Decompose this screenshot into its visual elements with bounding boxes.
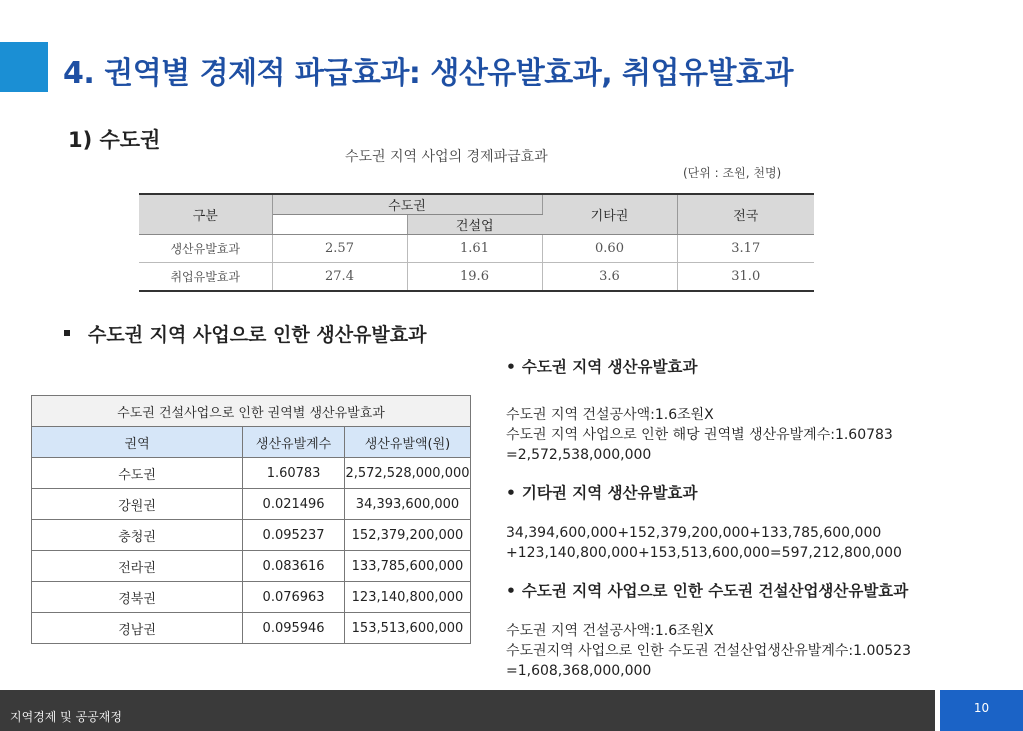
- header-category: 구분: [139, 194, 272, 235]
- table-cell: 2,572,528,000,000: [344, 458, 470, 489]
- section-title: 1) 수도권: [68, 128, 161, 152]
- explanation-line: 수도권 지역 사업으로 인한 해당 권역별 생산유발계수:1.60783: [506, 427, 893, 443]
- table-cell: 경남권: [32, 613, 243, 644]
- bullet-heading: [64, 320, 426, 347]
- table-cell: 19.6: [407, 263, 542, 292]
- table-cell: 충청권: [32, 520, 243, 551]
- explanation-line: +123,140,800,000+153,513,600,000=597,212,800,000: [506, 545, 902, 561]
- table-row: [32, 520, 471, 551]
- table-cell: 0.60: [542, 235, 677, 263]
- row-label: 생산유발효과: [139, 235, 272, 263]
- explanation-line: =1,608,368,000,000: [506, 663, 652, 679]
- explanation-column: [506, 355, 1021, 681]
- table-cell: 0.076963: [243, 582, 345, 613]
- table-row: [139, 235, 814, 263]
- column-header: 권역: [32, 427, 243, 458]
- regional-production-table: [31, 395, 471, 644]
- table-row: [32, 489, 471, 520]
- table-cell: 경북권: [32, 582, 243, 613]
- bullet-heading-text: 수도권 지역 사업으로 인한 생산유발효과: [88, 324, 427, 346]
- table-cell: 31.0: [677, 263, 814, 292]
- footer-bar: [0, 690, 1023, 731]
- explanation-line: 수도권지역 사업으로 인한 수도권 건설산업생산유발계수:1.00523: [506, 643, 911, 659]
- table-cell: 0.095946: [243, 613, 345, 644]
- table-row: [32, 458, 471, 489]
- table-cell: 27.4: [272, 263, 407, 292]
- table-cell: 0.095237: [243, 520, 345, 551]
- table1-unit: (단위 : 조원, 천명): [683, 166, 782, 180]
- table-cell: 152,379,200,000: [344, 520, 470, 551]
- other-production-heading-text: 기타권 지역 생산유발효과: [521, 484, 698, 502]
- footer-text: 지역경제 및 공공재정: [10, 710, 122, 724]
- table-cell: 3.17: [677, 235, 814, 263]
- economic-effect-table: [139, 193, 814, 292]
- header-other: 기타권: [542, 194, 677, 235]
- explanation-line: 34,394,600,000+152,379,200,000+133,785,600,000: [506, 525, 882, 541]
- table1-caption: 수도권 지역 사업의 경제파급효과: [345, 149, 548, 165]
- construction-production-heading-text: 수도권 지역 사업으로 인한 수도권 건설산업생산유발효과: [521, 582, 909, 600]
- table-cell: 수도권: [32, 458, 243, 489]
- table-cell: 전라권: [32, 551, 243, 582]
- title-accent-block: [0, 42, 48, 92]
- page-number: 10: [940, 690, 1023, 731]
- slide-title: 4. 권역별 경제적 파급효과: 생산유발효과, 취업유발효과: [63, 56, 793, 91]
- header-national: 전국: [677, 194, 814, 235]
- table-cell: 2.57: [272, 235, 407, 263]
- column-header: 생산유발계수: [243, 427, 345, 458]
- construction-production-heading: • 수도권 지역 사업으로 인한 수도권 건설산업생산유발효과: [506, 582, 909, 600]
- explanation-line: 수도권 지역 건설공사액:1.6조원X: [506, 623, 714, 639]
- table-row: [139, 263, 814, 292]
- header-construction: 건설업: [407, 215, 542, 235]
- explanation-line: =2,572,538,000,000: [506, 447, 652, 463]
- table-cell: 133,785,600,000: [344, 551, 470, 582]
- table-cell: 34,393,600,000: [344, 489, 470, 520]
- table-cell: 0.083616: [243, 551, 345, 582]
- other-production-heading: • 기타권 지역 생산유발효과: [506, 484, 698, 502]
- table-row: [32, 551, 471, 582]
- explanation-line: 수도권 지역 건설공사액:1.6조원X: [506, 407, 714, 423]
- table-row: [32, 582, 471, 613]
- table-cell: 1.61: [407, 235, 542, 263]
- header-capital-blank: [272, 215, 407, 235]
- table-cell: 0.021496: [243, 489, 345, 520]
- header-capital: 수도권: [272, 194, 542, 215]
- table-cell: 153,513,600,000: [344, 613, 470, 644]
- row-label: 취업유발효과: [139, 263, 272, 292]
- table-cell: 1.60783: [243, 458, 345, 489]
- table-cell: 강원권: [32, 489, 243, 520]
- capital-production-heading-text: 수도권 지역 생산유발효과: [521, 358, 698, 376]
- table-row: [32, 613, 471, 644]
- capital-production-heading: • 수도권 지역 생산유발효과: [506, 358, 698, 376]
- column-header: 생산유발액(원): [344, 427, 470, 458]
- table2-caption: 수도권 건설사업으로 인한 권역별 생산유발효과: [32, 396, 471, 427]
- table-cell: 123,140,800,000: [344, 582, 470, 613]
- square-bullet-icon: [64, 330, 70, 336]
- table-cell: 3.6: [542, 263, 677, 292]
